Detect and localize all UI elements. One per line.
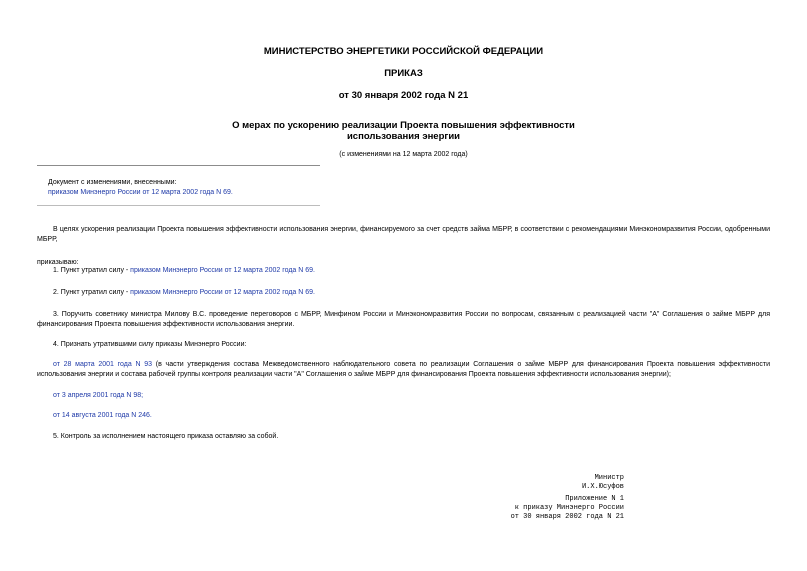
document-title-line2: использования энергии bbox=[346, 131, 461, 142]
appendix-line2: к приказу Минэнерго России bbox=[514, 504, 624, 512]
item-1-text: 1. Пункт утратил силу - bbox=[53, 267, 131, 274]
item-5: 5. Контроль за исполнением настоящего приказа оставляю за собой. bbox=[53, 433, 279, 440]
item-2 bbox=[53, 288, 770, 298]
amendments-notice bbox=[48, 178, 318, 198]
signature-position: Министр bbox=[594, 474, 624, 482]
divider-top bbox=[37, 165, 320, 166]
amendments-note: (с изменениями на 12 марта 2002 года) bbox=[339, 151, 468, 158]
notice-text: Документ с изменениями, внесенными: bbox=[48, 179, 177, 186]
item-4-sub-2-link[interactable]: от 3 апреля 2001 года N 98; bbox=[53, 392, 144, 399]
item-2-text: 2. Пункт утратил силу - bbox=[53, 289, 131, 296]
item-2-link[interactable]: приказом Минэнерго России от 12 марта 2002 года N 69. bbox=[130, 289, 316, 296]
signature-block bbox=[582, 474, 624, 492]
item-1-link[interactable]: приказом Минэнерго России от 12 марта 2002 года N 69. bbox=[130, 267, 316, 274]
document-title-line1: О мерах по ускорению реализации Проекта повышения эффективности bbox=[232, 120, 575, 131]
appendix-line1: Приложение N 1 bbox=[565, 495, 624, 503]
item-4-sub-1-text: (в части утверждения состава Межведомственного наблюдательного совета по реализации Соглашения о займе МБРР для финансирования Проекта повышения эффективности использования энергии и состава рабочей группы контроля реализации части "А" Соглашения о займе МБРР для финансирования Проекта повышения эффективности использования энергии); bbox=[37, 361, 770, 378]
document-date-number: от 30 января 2002 года N 21 bbox=[338, 90, 469, 101]
item-3: 3. Поручить советнику министра Милову В.С. проведение переговоров с МБРР, Минфином России и Минэкономразвития России по вопросам, связанным с реализацией части "А" Соглашения о займе МБРР для финансирования Проекта повышения эффективности использования энергии. bbox=[37, 311, 770, 328]
item-4: 4. Признать утратившими силу приказы Минэнерго России: bbox=[53, 341, 247, 348]
divider-bottom bbox=[37, 205, 320, 206]
signature-name: И.Х.Юсуфов bbox=[581, 483, 624, 491]
item-4-sub-3-link[interactable]: от 14 августа 2001 года N 246. bbox=[53, 412, 152, 419]
preamble-paragraph: В целях ускорения реализации Проекта повышения эффективности использования энергии, финансируемого за счет средств займа МБРР, в соответствии с рекомендациями Минэкономразвития России, одобренными МБРР, bbox=[37, 226, 770, 243]
document-type: ПРИКАЗ bbox=[384, 68, 423, 79]
ministry-heading: МИНИСТЕРСТВО ЭНЕРГЕТИКИ РОССИЙСКОЙ ФЕДЕРАЦИИ bbox=[263, 46, 544, 57]
item-4-sub-1 bbox=[37, 360, 770, 380]
document-title bbox=[0, 120, 807, 142]
item-1 bbox=[53, 266, 770, 276]
appendix-line3: от 30 января 2002 года N 21 bbox=[510, 513, 624, 521]
appendix-block bbox=[511, 495, 624, 522]
notice-link[interactable]: приказом Минэнерго России от 12 марта 2002 года N 69. bbox=[48, 189, 233, 196]
item-4-sub-1-link[interactable]: от 28 марта 2001 года N 93 bbox=[53, 361, 153, 368]
order-word: приказываю: bbox=[37, 259, 79, 266]
